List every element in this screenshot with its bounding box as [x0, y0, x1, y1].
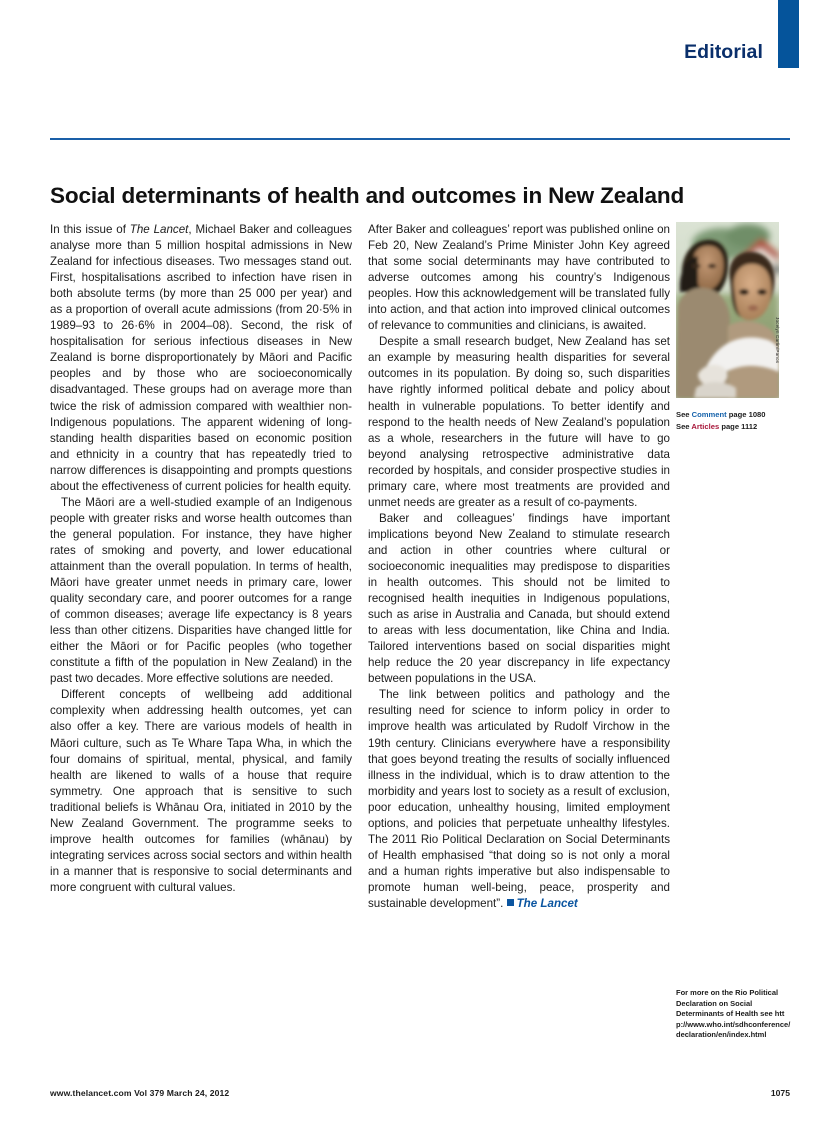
lancet-signature: The Lancet	[507, 897, 578, 910]
sidebar-rail	[676, 222, 792, 433]
section-label: Editorial	[684, 41, 763, 63]
article-photo	[676, 222, 779, 398]
see-link-target[interactable]: Comment	[691, 410, 727, 419]
see-page-ref: page 1112	[719, 422, 758, 432]
header-divider-rule	[50, 138, 790, 140]
body-column-right	[368, 222, 670, 912]
sidebar-footnote	[676, 988, 794, 1041]
article-photo-wrapper	[676, 222, 779, 398]
body-paragraph: The Māori are a well-studied example of an Indigenous people with greater risks and worse health outcomes than the general population. For instance, they have higher rates of smoking and poverty, and lower educational attainment than the overall population. In terms of health, Māori have greater unmet needs in primary care, lower quality secondary care, and poorer outcomes for a range of common diseases; average life expectancy is 8 years less than other citizens. Disparities have changed little for either the Māori or for Pacific peoples (who together constitute a fifth of the population in New Zealand) in the past two decades. More effective solutions are needed.	[50, 495, 352, 686]
body-column-left	[50, 222, 352, 896]
sidebar-footnote-text: For more on the Rio Political Declaration on Social Determinants of Health see	[676, 988, 779, 1019]
sidebar-footnote-url[interactable]: http://www.who.int/sdhconference/declaration/en/index.html	[676, 1009, 791, 1040]
footer-source: www.thelancet.com Vol 379 March 24, 2012	[50, 1088, 230, 1098]
signature-square-icon	[507, 899, 514, 906]
photo-credit: Jocelyn Carlin/Panos	[775, 317, 780, 364]
see-prefix: See	[676, 410, 692, 419]
body-paragraph: After Baker and colleagues’ report was published online on Feb 20, New Zealand’s Prime Minister John Key agreed that some social determinants may have contributed to adverse outcomes among his country’s Indigenous peoples. How this acknowledgement will be translated fully into action, and that action into improved clinical outcomes of relevance to communities and clinicians, is awaited.	[368, 223, 670, 333]
see-also-link-row[interactable]	[676, 409, 792, 421]
see-link-target[interactable]: Articles	[691, 422, 720, 432]
page-title: Social determinants of health and outcomes in New Zealand	[50, 183, 685, 209]
page-number: 1075	[770, 1088, 790, 1098]
see-also-link-row[interactable]	[676, 421, 792, 433]
header-accent-tab	[778, 0, 799, 68]
see-prefix: See	[676, 422, 692, 432]
see-also-links	[676, 409, 792, 433]
body-paragraph: Despite a small research budget, New Zealand has set an example by measuring health disparities for several outcomes in its population. By doing so, such disparities have rightly informed political debate and policy about health in vulnerable populations. To better identify and respond to the health needs of New Zealand’s population as a whole, researchers in the future will have to go beyond analysing retrospective administrative data recorded by hospitals, and consider prospective studies in primary care, where most treatments are provided and unmet needs are greater as a result of co-payments.	[368, 335, 670, 509]
body-paragraph: Baker and colleagues’ findings have important implications beyond New Zealand to stimulate research and action in other countries where cultural or socioeconomic inequalities may predispose to disparities in health outcomes. This should not be limited to recognised health inequities in Indigenous populations, such as arise in Australia and Canada, but should extend to areas with less documentation, like China and India. Tailored interventions based on social disparities might help reduce the 20 year discrepancy in life expectancy between populations in the USA.	[368, 511, 670, 686]
body-paragraph: In this issue of The Lancet, Michael Baker and colleagues analyse more than 5 million hospital admissions in New Zealand for infectious diseases. Two messages stand out. First, hospitalisations ascribed to infection have risen in both absolute terms (by more than 25 000 per year) and as a proportion of overall acute admissions (from 20·5% in 1989–93 to 26·6% in 2004–08). Second, the risk of hospitalisation for serious infectious diseases in New Zealand is borne disproportionately by Māori and Pacific peoples and by those who are socioeconomically disadvantaged. These groups had on average more than twice the risk of admission compared with wealthier non-Indigenous populations. The apparent widening of long-standing health disparities based on economic position and ethnicity in a country that has repeatedly tried to narrow differences is disappointing and prompts questions about the effectiveness of current policies for health equity.	[50, 223, 352, 493]
see-page-ref: page 1080	[726, 410, 766, 419]
body-paragraph: The link between politics and pathology and the resulting need for science to inform policy in order to improve health was articulated by Rudolf Virchow in the 19th century. Clinicians everywhere have a responsibility that goes beyond treating the results of socially influenced illness in the individual, which is to draw attention to the morbidity and years lost to society as a result of exclusion, poor education, unhealthy housing, limited employment options, and policies that perpetuate unhealthy lifestyles. The 2011 Rio Political Declaration on Social Determinants of Health emphasised “that doing so is not only a moral and a human rights imperative but also indispensable to promote human well-being, peace, prosperity and sustainable development”. The Lancet	[368, 688, 670, 910]
body-paragraph: Different concepts of wellbeing add additional complexity when addressing health outcomes, yet can also offer a key. There are various models of health in Māori culture, such as Te Whare Tapa Wha, in which the four domains of spiritual, mental, physical, and family health are likened to walls of a house that require symmetry. One approach that is sensitive to such traditional beliefs is Whānau Ora, initiated in 2010 by the New Zealand Government. The programme seeks to improve health outcomes for families (whānau) by integrating services across social sectors and within health in a manner that is responsive to social determinants and more congruent with cultural values.	[50, 688, 352, 894]
